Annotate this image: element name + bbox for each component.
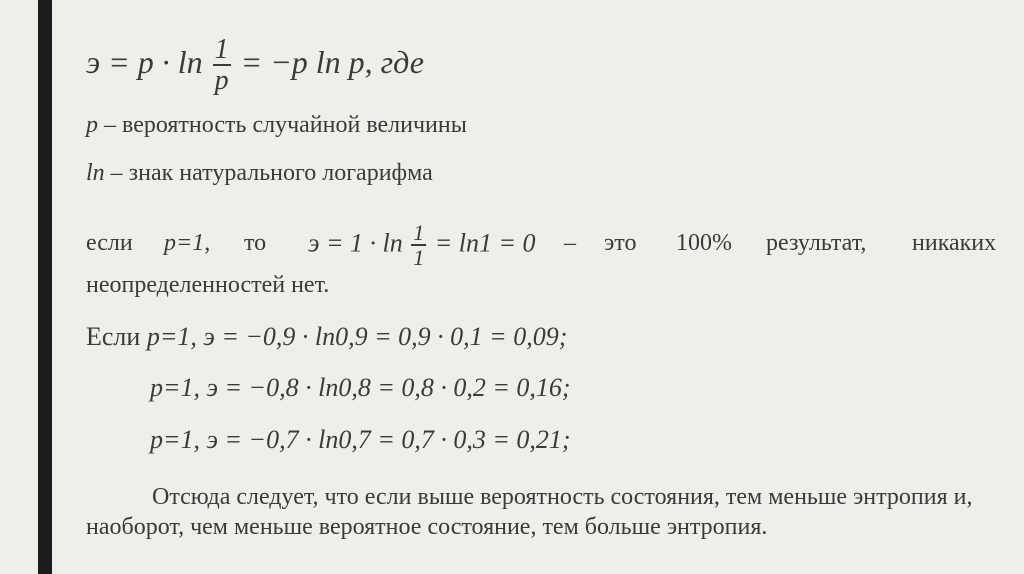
dash: – <box>564 230 576 256</box>
conclusion-paragraph <box>86 482 1006 542</box>
word-no: никаких <box>912 230 997 256</box>
calc-expression: э = −0,7 · ln0,7 = 0,7 · 0,3 = 0,21; <box>206 425 571 454</box>
calc-expression: э = −0,9 · ln0,9 = 0,9 · 0,1 = 0,09; <box>203 322 568 351</box>
symbol-ln: ln <box>86 160 105 186</box>
conclusion-text: Отсюда следует, что если выше вероятность состояния, тем меньше энтропия и, наоборот, чем меньше вероятное состояние, тем больше энтропия. <box>86 484 973 540</box>
word-this: это <box>604 230 637 256</box>
fraction-numerator: 1 <box>214 34 229 65</box>
calc-expression: э = −0,8 · ln0,8 = 0,8 · 0,2 = 0,16; <box>206 373 571 402</box>
calc-condition: p=1, <box>150 425 201 454</box>
case-formula-rhs: = ln1 = 0 <box>434 228 536 258</box>
case-continuation: неопределенностей нет. <box>86 272 330 298</box>
calculation-row <box>150 373 571 403</box>
definition-p <box>86 112 467 139</box>
word-result: результат, <box>766 230 867 256</box>
formula-fraction <box>213 36 231 95</box>
case-formula-lhs: э = 1 · ln <box>308 228 403 258</box>
word-percent: 100% <box>676 230 732 256</box>
case-fraction-denominator: 1 <box>413 245 425 270</box>
word-then: то <box>244 230 267 256</box>
entropy-formula <box>86 36 424 95</box>
definition-ln-text: – знак натурального логарифма <box>104 160 433 186</box>
calc-condition: p=1, <box>150 373 201 402</box>
calc-prefix: Если <box>86 322 141 351</box>
left-accent-bar <box>38 0 52 574</box>
definition-ln <box>86 160 433 187</box>
calculation-row <box>150 425 571 455</box>
word-if: если <box>86 230 133 256</box>
case-fraction <box>411 222 426 269</box>
case-formula <box>308 222 536 269</box>
case-fraction-numerator: 1 <box>413 220 425 245</box>
condition-p1: p=1, <box>164 230 211 256</box>
fraction-denominator: p <box>214 65 229 96</box>
calculation-row <box>86 322 567 352</box>
formula-rhs: = −p ln p, где <box>240 43 424 80</box>
definition-p-text: – вероятность случайной величины <box>98 112 467 138</box>
calc-condition: p=1, <box>146 322 197 351</box>
symbol-p: p <box>86 112 98 138</box>
formula-lhs: э = p · ln <box>86 43 203 80</box>
